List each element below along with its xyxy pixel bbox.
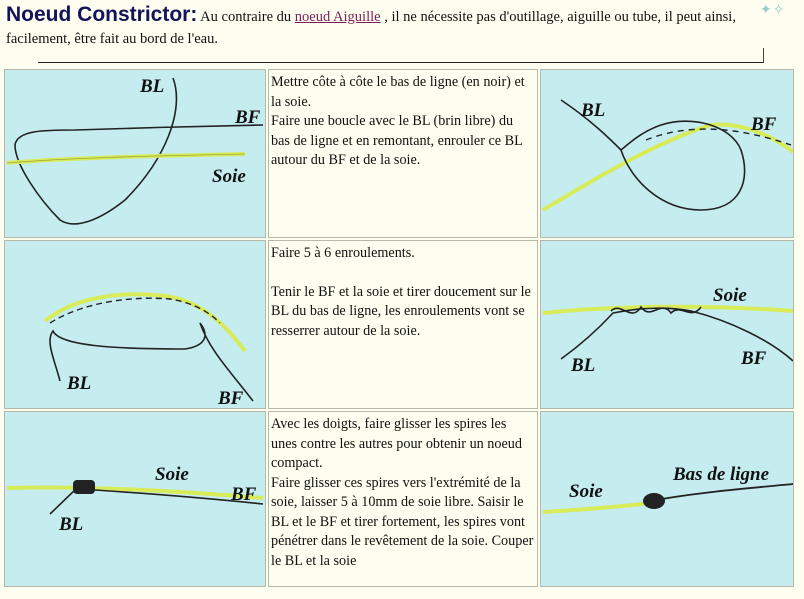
noeud-aiguille-link[interactable]: noeud Aiguille [294,9,381,25]
step3-right-label-1: Soie [569,481,603,502]
step3-text-p1: Avec les doigts, faire glisser les spires les unes contre les autres pour obtenir un noeud compact. [271,416,522,471]
header-divider [38,62,764,63]
step1-right-photo [540,69,794,238]
step2-left-label-2: BF [218,388,244,408]
step1-right-illustration [541,70,793,237]
step2-text-p1: Faire 5 à 6 enroulements. [271,245,415,261]
step1-left-label-1: BL [140,76,165,97]
steps-table [2,67,796,589]
step3-left-knot [73,480,95,494]
step1-text [269,70,537,171]
step1-left-label-2: BF [235,107,261,128]
step3-left-photo [4,411,266,587]
step2-left-photo [4,240,266,409]
step1-left-label-3: Soie [212,166,246,187]
intro-text-start: Au contraire du [197,9,295,25]
step2-right-illustration [541,241,793,408]
step2-left-label-1: BL [67,373,92,394]
step3-text-p2: Faire glisser ces spires vers l'extrémité de la soie, laisser 5 à 10mm de soie libre. Saisir le BL et le BF et tirer fortement, les spires vont pénétrer dans le revêtement de la soie. Couper le BL et la soie [271,474,534,569]
step-row-2 [4,240,794,409]
step2-left-illustration [5,241,265,408]
step2-right-label-3: BF [741,348,767,369]
step3-right-knot [643,493,665,509]
step1-text-p1: Mettre côte à côte le bas de ligne (en noir) et la soie. [271,74,525,110]
step1-left-illustration [5,70,265,237]
step2-text-cell [268,240,538,409]
intro-paragraph [6,4,796,50]
step1-right-label-1: BL [581,100,606,121]
step3-left-label-1: Soie [155,464,189,485]
step3-left-label-3: BL [59,514,84,535]
step3-left-illustration [5,412,265,586]
decorative-sparkle-icon: ✦✧ [760,2,786,18]
step2-right-photo [540,240,794,409]
step3-right-illustration [541,412,793,586]
intro-text-end: , il ne nécessite pas d'outillage, aiguille ou tube, il peut ainsi, facilement, être fait au bord de l'eau. [6,9,736,47]
step2-right-label-1: Soie [713,285,747,306]
step-row-1 [4,69,794,238]
page-title: Noeud Constrictor [6,3,191,26]
step2-text-p2 [271,264,534,283]
step3-text [269,412,537,571]
step3-text-cell [268,411,538,587]
header-divider-end [763,48,764,63]
step1-left-photo [4,69,266,238]
step3-right-label-2: Bas de ligne [673,464,770,485]
step-row-3 [4,411,794,587]
title-colon: : [190,3,198,26]
step2-text-p3: Tenir le BF et la soie et tirer doucement sur le BL du bas de ligne, les enroulements vont se resserrer autour de la soie. [271,283,531,339]
step1-text-cell [268,69,538,238]
step1-text-p2: Faire une boucle avec le BL (brin libre) du bas de ligne et en remontant, enrouler ce BL autour du BF et de la soie. [271,113,523,168]
step1-right-label-2: BF [751,114,777,135]
page-header [0,0,804,66]
step3-right-photo [540,411,794,587]
step2-text [269,241,537,341]
step2-right-label-2: BL [571,355,596,376]
step3-left-label-2: BF [231,484,257,505]
